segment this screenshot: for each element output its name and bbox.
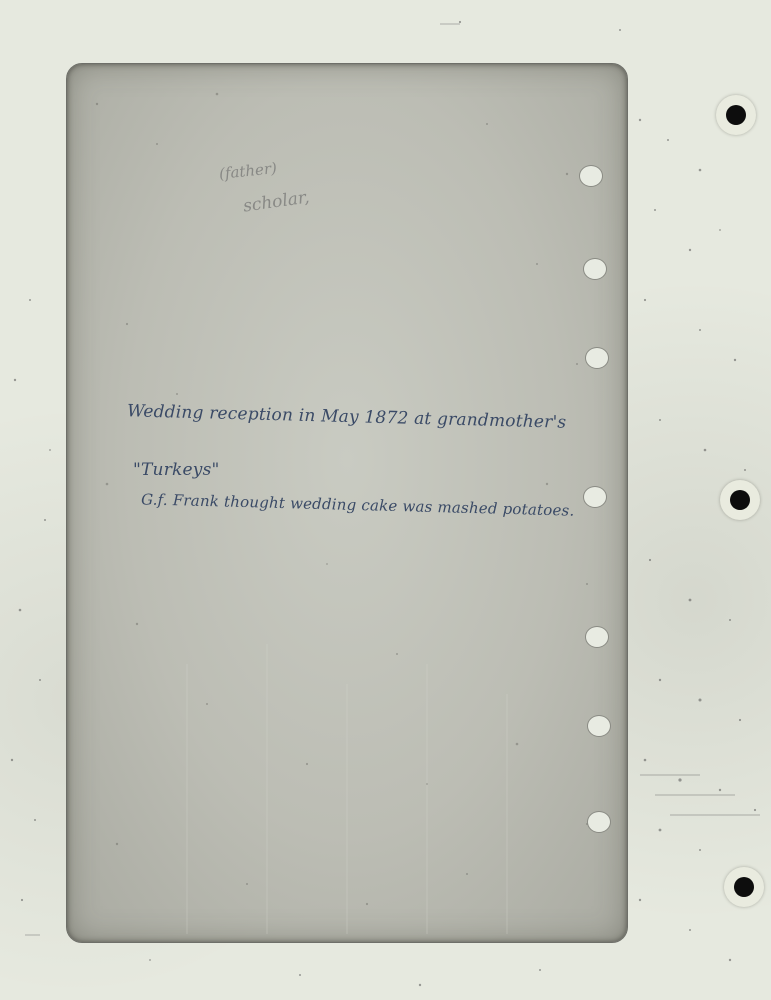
binder-hole-middle xyxy=(720,480,760,520)
card-punch-hole xyxy=(587,715,611,737)
card-punch-hole xyxy=(583,258,607,280)
note-line-2: "Turkeys" xyxy=(133,460,220,480)
binder-hole-top xyxy=(716,95,756,135)
card-punch-hole xyxy=(583,486,607,508)
card-punch-hole xyxy=(585,347,609,369)
note-line-1: Wedding reception in May 1872 at grandmother's xyxy=(126,401,567,433)
binder-hole-bottom xyxy=(724,867,764,907)
card-punch-hole xyxy=(585,626,609,648)
index-card xyxy=(66,63,628,943)
card-punch-hole xyxy=(579,165,603,187)
bleed-through-line: scholar, xyxy=(241,187,311,217)
bleed-through-annotation: (father) xyxy=(218,159,278,183)
note-line-3: G.f. Frank thought wedding cake was mashed potatoes. xyxy=(140,490,575,520)
card-punch-hole xyxy=(587,811,611,833)
